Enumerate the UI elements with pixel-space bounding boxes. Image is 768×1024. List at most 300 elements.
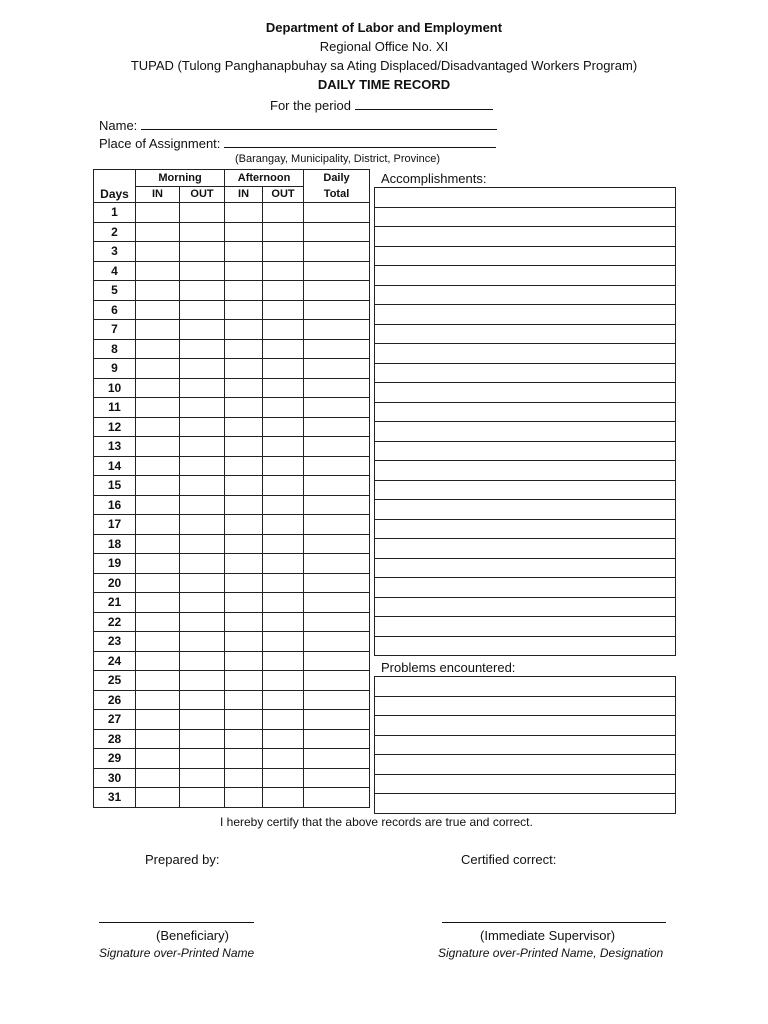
morning-in-cell[interactable] xyxy=(136,222,180,242)
name-line[interactable] xyxy=(141,116,497,130)
morning-out-cell[interactable] xyxy=(180,281,225,301)
accomplishment-line-cell[interactable] xyxy=(375,558,676,578)
day-number: 5 xyxy=(94,281,136,301)
morning-out-cell[interactable] xyxy=(180,242,225,262)
accomplishment-line xyxy=(375,207,676,227)
afternoon-out-cell[interactable] xyxy=(263,476,304,496)
morning-out-cell[interactable] xyxy=(180,359,225,379)
time-record-table xyxy=(93,169,370,808)
morning-in-cell[interactable] xyxy=(136,515,180,535)
regional-office: Regional Office No. XI xyxy=(319,39,449,54)
day-number: 21 xyxy=(94,593,136,613)
morning-in-cell[interactable] xyxy=(136,339,180,359)
day-number: 30 xyxy=(94,768,136,788)
morning-out-cell[interactable] xyxy=(180,690,225,710)
morning-out-cell[interactable] xyxy=(180,417,225,437)
accomplishment-line-cell[interactable] xyxy=(375,266,676,286)
assignment-hint: (Barangay, Municipality, District, Province) xyxy=(235,153,440,165)
supervisor-signature-line[interactable] xyxy=(442,922,666,923)
day-row xyxy=(94,534,370,554)
afternoon-in-cell[interactable] xyxy=(225,612,263,632)
morning-in-cell[interactable] xyxy=(136,378,180,398)
problem-line-cell[interactable] xyxy=(375,774,676,794)
day-row xyxy=(94,612,370,632)
morning-out-cell[interactable] xyxy=(180,632,225,652)
morning-in-cell[interactable] xyxy=(136,261,180,281)
assignment-field xyxy=(99,134,496,151)
day-number: 28 xyxy=(94,729,136,749)
morning-out-cell[interactable] xyxy=(180,437,225,457)
problem-line xyxy=(375,696,676,716)
afternoon-out-cell[interactable] xyxy=(263,515,304,535)
afternoon-in-header: IN xyxy=(225,186,263,203)
morning-in-cell[interactable] xyxy=(136,534,180,554)
daily-total-cell[interactable] xyxy=(304,554,370,574)
daily-total-cell[interactable] xyxy=(304,749,370,769)
afternoon-out-cell[interactable] xyxy=(263,593,304,613)
daily-total-cell[interactable] xyxy=(304,437,370,457)
morning-out-cell[interactable] xyxy=(180,300,225,320)
daily-total-cell[interactable] xyxy=(304,339,370,359)
morning-out-cell[interactable] xyxy=(180,612,225,632)
morning-in-cell[interactable] xyxy=(136,281,180,301)
afternoon-in-cell[interactable] xyxy=(225,495,263,515)
morning-in-cell[interactable] xyxy=(136,690,180,710)
afternoon-in-cell[interactable] xyxy=(225,359,263,379)
morning-out-cell[interactable] xyxy=(180,534,225,554)
day-number: 17 xyxy=(94,515,136,535)
accomplishment-line xyxy=(375,558,676,578)
morning-in-cell[interactable] xyxy=(136,651,180,671)
accomplishment-line-cell[interactable] xyxy=(375,480,676,500)
problems-label: Problems encountered: xyxy=(381,660,516,675)
afternoon-in-cell[interactable] xyxy=(225,222,263,242)
day-number: 26 xyxy=(94,690,136,710)
morning-in-cell[interactable] xyxy=(136,593,180,613)
morning-in-cell[interactable] xyxy=(136,573,180,593)
morning-out-cell[interactable] xyxy=(180,339,225,359)
afternoon-out-cell[interactable] xyxy=(263,768,304,788)
morning-out-cell[interactable] xyxy=(180,320,225,340)
afternoon-out-cell[interactable] xyxy=(263,300,304,320)
afternoon-in-cell[interactable] xyxy=(225,242,263,262)
name-label: Name: xyxy=(99,118,138,133)
morning-out-cell[interactable] xyxy=(180,222,225,242)
afternoon-in-cell[interactable] xyxy=(225,788,263,808)
accomplishment-line-cell[interactable] xyxy=(375,539,676,559)
afternoon-in-cell[interactable] xyxy=(225,437,263,457)
days-header-top xyxy=(94,170,136,187)
day-row xyxy=(94,690,370,710)
accomplishment-line xyxy=(375,578,676,598)
department-title: Department of Labor and Employment xyxy=(265,20,503,35)
day-number: 18 xyxy=(94,534,136,554)
day-number: 22 xyxy=(94,612,136,632)
afternoon-in-cell[interactable] xyxy=(225,768,263,788)
morning-in-cell[interactable] xyxy=(136,612,180,632)
afternoon-out-cell[interactable] xyxy=(263,534,304,554)
afternoon-out-cell[interactable] xyxy=(263,554,304,574)
afternoon-in-cell[interactable] xyxy=(225,515,263,535)
day-row xyxy=(94,320,370,340)
morning-out-cell[interactable] xyxy=(180,261,225,281)
afternoon-out-cell[interactable] xyxy=(263,417,304,437)
day-number: 24 xyxy=(94,651,136,671)
accomplishment-line-cell[interactable] xyxy=(375,402,676,422)
accomplishments-label: Accomplishments: xyxy=(381,171,487,186)
afternoon-in-cell[interactable] xyxy=(225,261,263,281)
problem-line-cell[interactable] xyxy=(375,677,676,697)
afternoon-out-cell[interactable] xyxy=(263,378,304,398)
afternoon-in-cell[interactable] xyxy=(225,203,263,223)
afternoon-out-cell[interactable] xyxy=(263,671,304,691)
day-row xyxy=(94,281,370,301)
afternoon-in-cell[interactable] xyxy=(225,749,263,769)
daily-total-cell[interactable] xyxy=(304,534,370,554)
afternoon-out-header: OUT xyxy=(263,186,304,203)
afternoon-out-cell[interactable] xyxy=(263,437,304,457)
day-row xyxy=(94,729,370,749)
day-number: 2 xyxy=(94,222,136,242)
header-row-1 xyxy=(94,170,370,187)
day-row xyxy=(94,632,370,652)
day-row xyxy=(94,242,370,262)
problem-line xyxy=(375,774,676,794)
daily-total-cell[interactable] xyxy=(304,515,370,535)
daily-total-cell[interactable] xyxy=(304,281,370,301)
problem-line-cell[interactable] xyxy=(375,794,676,814)
daily-total-cell[interactable] xyxy=(304,320,370,340)
day-number: 4 xyxy=(94,261,136,281)
daily-total-cell[interactable] xyxy=(304,768,370,788)
morning-out-cell[interactable] xyxy=(180,515,225,535)
morning-in-cell[interactable] xyxy=(136,300,180,320)
afternoon-out-cell[interactable] xyxy=(263,632,304,652)
accomplishment-line-cell[interactable] xyxy=(375,285,676,305)
problem-line xyxy=(375,677,676,697)
day-row xyxy=(94,554,370,574)
afternoon-in-cell[interactable] xyxy=(225,534,263,554)
afternoon-in-cell[interactable] xyxy=(225,651,263,671)
afternoon-in-cell[interactable] xyxy=(225,632,263,652)
daily-label: Daily xyxy=(323,172,350,184)
morning-out-cell[interactable] xyxy=(180,729,225,749)
afternoon-out-cell[interactable] xyxy=(263,690,304,710)
afternoon-in-cell[interactable] xyxy=(225,320,263,340)
morning-out-cell[interactable] xyxy=(180,378,225,398)
afternoon-out-cell[interactable] xyxy=(263,281,304,301)
morning-in-cell[interactable] xyxy=(136,242,180,262)
daily-total-cell[interactable] xyxy=(304,729,370,749)
morning-in-cell[interactable] xyxy=(136,768,180,788)
accomplishment-line-cell[interactable] xyxy=(375,519,676,539)
afternoon-in-cell[interactable] xyxy=(225,417,263,437)
day-number: 25 xyxy=(94,671,136,691)
afternoon-out-cell[interactable] xyxy=(263,242,304,262)
daily-total-cell[interactable] xyxy=(304,359,370,379)
accomplishment-line-cell[interactable] xyxy=(375,324,676,344)
problem-line-cell[interactable] xyxy=(375,755,676,775)
daily-total-cell[interactable] xyxy=(304,690,370,710)
daily-total-cell[interactable] xyxy=(304,300,370,320)
problems-table xyxy=(374,676,676,814)
morning-in-cell[interactable] xyxy=(136,476,180,496)
day-number: 14 xyxy=(94,456,136,476)
day-number: 23 xyxy=(94,632,136,652)
period-field xyxy=(270,96,493,113)
day-number: 31 xyxy=(94,788,136,808)
daily-total-cell[interactable] xyxy=(304,417,370,437)
morning-in-cell[interactable] xyxy=(136,320,180,340)
daily-total-cell[interactable] xyxy=(304,242,370,262)
problem-line-cell[interactable] xyxy=(375,716,676,736)
afternoon-out-cell[interactable] xyxy=(263,612,304,632)
accomplishment-line-cell[interactable] xyxy=(375,188,676,208)
accomplishment-line xyxy=(375,344,676,364)
daily-total-cell[interactable] xyxy=(304,651,370,671)
morning-out-cell[interactable] xyxy=(180,573,225,593)
day-row xyxy=(94,710,370,730)
morning-out-cell[interactable] xyxy=(180,398,225,418)
afternoon-out-cell[interactable] xyxy=(263,203,304,223)
day-row xyxy=(94,749,370,769)
problem-line-cell[interactable] xyxy=(375,735,676,755)
daily-total-cell[interactable] xyxy=(304,222,370,242)
morning-in-cell[interactable] xyxy=(136,788,180,808)
afternoon-in-cell[interactable] xyxy=(225,671,263,691)
morning-in-cell[interactable] xyxy=(136,710,180,730)
accomplishment-line xyxy=(375,246,676,266)
day-row xyxy=(94,359,370,379)
afternoon-in-cell[interactable] xyxy=(225,456,263,476)
accomplishment-line xyxy=(375,597,676,617)
morning-in-cell[interactable] xyxy=(136,632,180,652)
assignment-label: Place of Assignment: xyxy=(99,136,221,151)
accomplishment-line xyxy=(375,422,676,442)
daily-total-cell[interactable] xyxy=(304,632,370,652)
day-row xyxy=(94,671,370,691)
day-row xyxy=(94,651,370,671)
name-field xyxy=(99,116,497,133)
accomplishment-line xyxy=(375,285,676,305)
problem-line xyxy=(375,735,676,755)
afternoon-in-cell[interactable] xyxy=(225,300,263,320)
accomplishment-line xyxy=(375,324,676,344)
accomplishment-line xyxy=(375,500,676,520)
daily-total-cell[interactable] xyxy=(304,495,370,515)
daily-total-cell[interactable] xyxy=(304,261,370,281)
morning-out-header: OUT xyxy=(180,186,225,203)
day-row xyxy=(94,417,370,437)
daily-total-cell[interactable] xyxy=(304,612,370,632)
daily-total-cell[interactable] xyxy=(304,398,370,418)
morning-out-cell[interactable] xyxy=(180,710,225,730)
morning-out-cell[interactable] xyxy=(180,651,225,671)
day-number: 12 xyxy=(94,417,136,437)
afternoon-in-cell[interactable] xyxy=(225,398,263,418)
morning-in-header: IN xyxy=(136,186,180,203)
day-row xyxy=(94,476,370,496)
accomplishment-line-cell[interactable] xyxy=(375,344,676,364)
morning-in-cell[interactable] xyxy=(136,417,180,437)
day-number: 19 xyxy=(94,554,136,574)
day-row xyxy=(94,378,370,398)
morning-in-cell[interactable] xyxy=(136,456,180,476)
accomplishment-line-cell[interactable] xyxy=(375,246,676,266)
day-number: 1 xyxy=(94,203,136,223)
morning-in-cell[interactable] xyxy=(136,749,180,769)
afternoon-in-cell[interactable] xyxy=(225,593,263,613)
accomplishment-line xyxy=(375,636,676,656)
accomplishment-line xyxy=(375,266,676,286)
accomplishment-line-cell[interactable] xyxy=(375,422,676,442)
afternoon-out-cell[interactable] xyxy=(263,456,304,476)
accomplishment-line xyxy=(375,227,676,247)
afternoon-out-cell[interactable] xyxy=(263,710,304,730)
accomplishment-line-cell[interactable] xyxy=(375,461,676,481)
day-row xyxy=(94,261,370,281)
morning-in-cell[interactable] xyxy=(136,495,180,515)
afternoon-out-cell[interactable] xyxy=(263,339,304,359)
day-row xyxy=(94,222,370,242)
afternoon-out-cell[interactable] xyxy=(263,749,304,769)
prepared-by-label: Prepared by: xyxy=(145,852,220,867)
afternoon-out-cell[interactable] xyxy=(263,359,304,379)
day-row xyxy=(94,456,370,476)
accomplishment-line xyxy=(375,441,676,461)
day-number: 3 xyxy=(94,242,136,262)
daily-total-cell[interactable] xyxy=(304,378,370,398)
supervisor-signature-caption: Signature over-Printed Name, Designation xyxy=(438,946,664,960)
accomplishment-line xyxy=(375,363,676,383)
accomplishments-table xyxy=(374,187,676,656)
morning-in-cell[interactable] xyxy=(136,359,180,379)
morning-out-cell[interactable] xyxy=(180,554,225,574)
morning-in-cell[interactable] xyxy=(136,398,180,418)
days-header: Days xyxy=(94,186,136,203)
daily-total-cell[interactable] xyxy=(304,710,370,730)
period-label: For the period xyxy=(270,98,351,113)
accomplishment-line-cell[interactable] xyxy=(375,578,676,598)
day-number: 6 xyxy=(94,300,136,320)
accomplishment-line-cell[interactable] xyxy=(375,597,676,617)
morning-in-cell[interactable] xyxy=(136,671,180,691)
period-line[interactable] xyxy=(355,96,493,110)
afternoon-out-cell[interactable] xyxy=(263,651,304,671)
morning-out-cell[interactable] xyxy=(180,749,225,769)
accomplishment-line-cell[interactable] xyxy=(375,636,676,656)
afternoon-out-cell[interactable] xyxy=(263,320,304,340)
morning-in-cell[interactable] xyxy=(136,437,180,457)
accomplishment-line xyxy=(375,539,676,559)
accomplishment-line-cell[interactable] xyxy=(375,207,676,227)
morning-out-cell[interactable] xyxy=(180,671,225,691)
morning-out-cell[interactable] xyxy=(180,476,225,496)
accomplishment-line xyxy=(375,383,676,403)
daily-total-cell[interactable] xyxy=(304,671,370,691)
problem-line-cell[interactable] xyxy=(375,696,676,716)
day-number: 16 xyxy=(94,495,136,515)
day-number: 7 xyxy=(94,320,136,340)
day-number: 10 xyxy=(94,378,136,398)
accomplishment-line xyxy=(375,402,676,422)
morning-out-cell[interactable] xyxy=(180,456,225,476)
daily-total-header xyxy=(304,170,370,203)
morning-out-cell[interactable] xyxy=(180,593,225,613)
daily-total-cell[interactable] xyxy=(304,203,370,223)
daily-total-cell[interactable] xyxy=(304,456,370,476)
day-row xyxy=(94,300,370,320)
problem-line xyxy=(375,755,676,775)
assignment-line[interactable] xyxy=(224,134,496,148)
afternoon-in-cell[interactable] xyxy=(225,690,263,710)
accomplishment-line xyxy=(375,519,676,539)
day-number: 15 xyxy=(94,476,136,496)
day-number: 11 xyxy=(94,398,136,418)
accomplishment-line-cell[interactable] xyxy=(375,383,676,403)
beneficiary-signature-line[interactable] xyxy=(99,922,254,923)
morning-in-cell[interactable] xyxy=(136,203,180,223)
supervisor-label: (Immediate Supervisor) xyxy=(480,928,616,943)
accomplishment-line-cell[interactable] xyxy=(375,617,676,637)
morning-in-cell[interactable] xyxy=(136,729,180,749)
afternoon-in-cell[interactable] xyxy=(225,378,263,398)
afternoon-out-cell[interactable] xyxy=(263,222,304,242)
morning-out-cell[interactable] xyxy=(180,495,225,515)
day-number: 9 xyxy=(94,359,136,379)
afternoon-out-cell[interactable] xyxy=(263,261,304,281)
daily-total-cell[interactable] xyxy=(304,476,370,496)
daily-total-cell[interactable] xyxy=(304,593,370,613)
day-number: 20 xyxy=(94,573,136,593)
afternoon-in-cell[interactable] xyxy=(225,710,263,730)
accomplishment-line-cell[interactable] xyxy=(375,227,676,247)
accomplishment-line-cell[interactable] xyxy=(375,363,676,383)
afternoon-out-cell[interactable] xyxy=(263,398,304,418)
daily-total-cell[interactable] xyxy=(304,573,370,593)
day-row xyxy=(94,573,370,593)
accomplishment-line xyxy=(375,480,676,500)
daily-total-cell[interactable] xyxy=(304,788,370,808)
morning-out-cell[interactable] xyxy=(180,788,225,808)
afternoon-out-cell[interactable] xyxy=(263,573,304,593)
afternoon-in-cell[interactable] xyxy=(225,281,263,301)
accomplishment-line-cell[interactable] xyxy=(375,500,676,520)
afternoon-out-cell[interactable] xyxy=(263,495,304,515)
morning-in-cell[interactable] xyxy=(136,554,180,574)
afternoon-out-cell[interactable] xyxy=(263,788,304,808)
day-number: 27 xyxy=(94,710,136,730)
morning-out-cell[interactable] xyxy=(180,203,225,223)
form-title: DAILY TIME RECORD xyxy=(317,77,451,92)
afternoon-in-cell[interactable] xyxy=(225,729,263,749)
certification-text: I hereby certify that the above records are true and correct. xyxy=(220,815,533,829)
afternoon-header: Afternoon xyxy=(225,170,304,187)
program-name: TUPAD (Tulong Panghanapbuhay sa Ating Displaced/Disadvantaged Workers Program) xyxy=(130,58,638,73)
day-row xyxy=(94,495,370,515)
accomplishment-line xyxy=(375,188,676,208)
accomplishment-line-cell[interactable] xyxy=(375,441,676,461)
certified-correct-label: Certified correct: xyxy=(461,852,557,867)
accomplishment-line-cell[interactable] xyxy=(375,305,676,325)
afternoon-in-cell[interactable] xyxy=(225,476,263,496)
afternoon-in-cell[interactable] xyxy=(225,339,263,359)
beneficiary-signature-caption: Signature over-Printed Name xyxy=(99,946,255,960)
morning-out-cell[interactable] xyxy=(180,768,225,788)
afternoon-in-cell[interactable] xyxy=(225,554,263,574)
afternoon-out-cell[interactable] xyxy=(263,729,304,749)
afternoon-in-cell[interactable] xyxy=(225,573,263,593)
